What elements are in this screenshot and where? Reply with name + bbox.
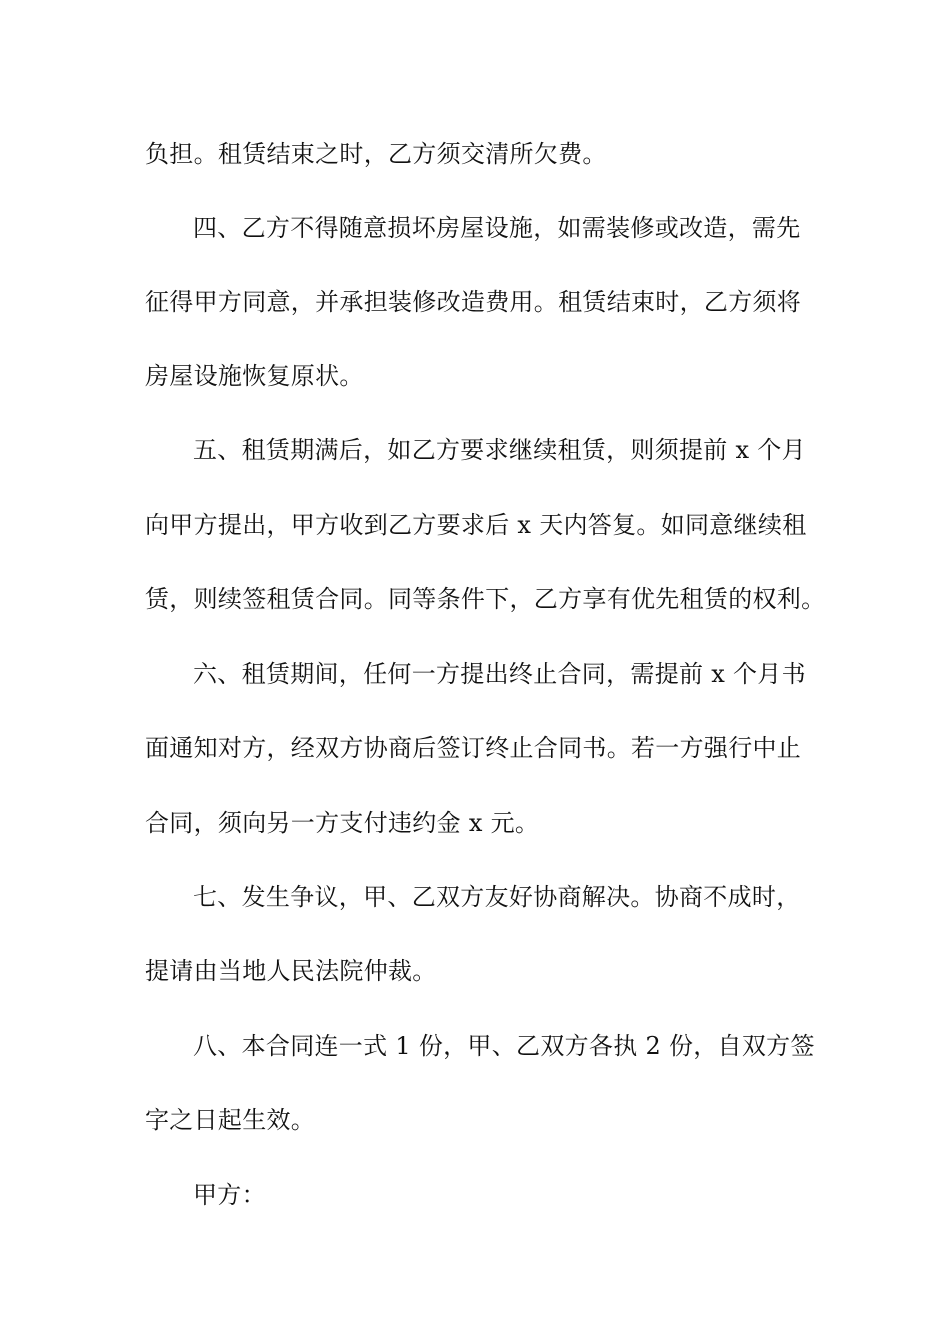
party-a-label: 甲方：: [193, 1181, 266, 1209]
clause-4-line-2: 征得甲方同意，并承担装修改造费用。租赁结束时，乙方须将: [145, 288, 802, 316]
clause-5-line-3: 赁，则续签租赁合同。同等条件下，乙方享有优先租赁的权利。: [145, 585, 826, 613]
clause-7-line-1: 七、发生争议，甲、乙双方友好协商解决。协商不成时，: [193, 883, 801, 911]
clause-6-line-2: 面通知对方，经双方协商后签订终止合同书。若一方强行中止: [145, 734, 802, 762]
clause-6-line-1: 六、租赁期间，任何一方提出终止合同，需提前 x 个月书: [193, 660, 806, 688]
clause-4-line-1: 四、乙方不得随意损坏房屋设施，如需装修或改造，需先: [193, 214, 801, 242]
clause-6-line-3: 合同，须向另一方支付违约金 x 元。: [145, 809, 540, 837]
text-line-1: 负担。租赁结束之时，乙方须交清所欠费。: [145, 140, 607, 168]
clause-8-line-2: 字之日起生效。: [145, 1106, 316, 1134]
clause-4-line-3: 房屋设施恢复原状。: [145, 362, 364, 390]
clause-7-line-2: 提请由当地人民法院仲裁。: [145, 957, 437, 985]
clause-8-line-1: 八、本合同连一式 1 份，甲、乙双方各执 2 份，自双方签: [193, 1032, 815, 1060]
clause-5-line-2: 向甲方提出，甲方收到乙方要求后 x 天内答复。如同意继续租: [145, 511, 807, 539]
clause-5-line-1: 五、租赁期满后，如乙方要求继续租赁，则须提前 x 个月: [193, 436, 806, 464]
